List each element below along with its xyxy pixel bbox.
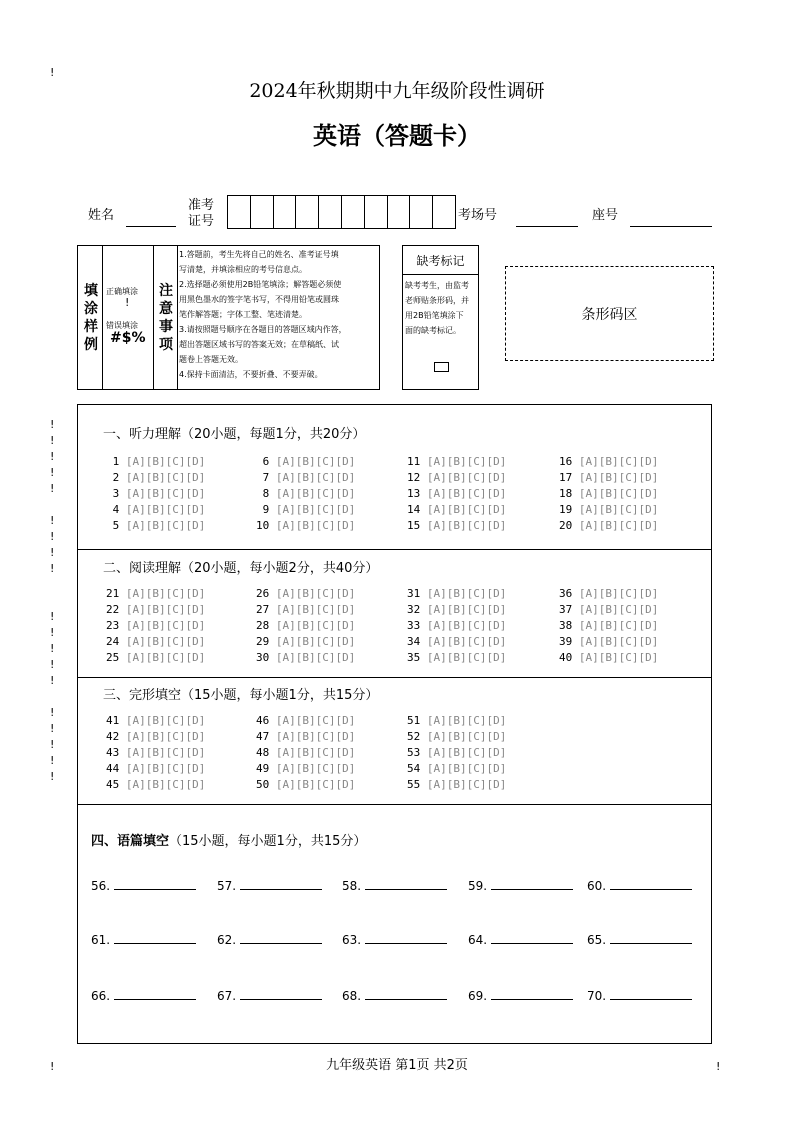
question-number: 25 <box>106 651 126 664</box>
question-row[interactable] <box>407 635 506 648</box>
question-row[interactable] <box>256 651 355 664</box>
exam-title: 2024年秋期期中九年级阶段性调研 <box>249 80 545 102</box>
answer-options[interactable]: [A][B][C][D] <box>426 603 507 616</box>
blank-number: 56. <box>91 879 111 893</box>
margin-mark: ! <box>50 546 55 559</box>
answer-options[interactable]: [A][B][C][D] <box>578 519 659 532</box>
answer-options[interactable]: [A][B][C][D] <box>426 714 507 727</box>
question-number: 26 <box>256 587 276 600</box>
answer-options[interactable]: [A][B][C][D] <box>275 503 356 516</box>
question-row[interactable] <box>256 603 355 616</box>
answer-options[interactable]: [A][B][C][D] <box>426 455 507 468</box>
absent-title: 缺考标记 <box>416 254 465 268</box>
margin-mark: ! <box>50 1060 55 1073</box>
answer-options[interactable]: [A][B][C][D] <box>275 635 356 648</box>
name-field[interactable] <box>126 226 176 227</box>
fill-blank-item[interactable] <box>217 931 322 947</box>
question-row[interactable] <box>106 635 205 648</box>
question-row[interactable] <box>407 503 506 516</box>
question-number: 38 <box>559 619 579 632</box>
instructions-box <box>77 245 380 390</box>
wrong-fill-mark: #$% <box>110 330 146 346</box>
fill-blank-item[interactable] <box>587 877 692 893</box>
answer-options[interactable]: [A][B][C][D] <box>125 603 206 616</box>
blank-number: 65. <box>587 933 607 947</box>
answer-blank[interactable] <box>365 987 447 1000</box>
question-row[interactable] <box>559 587 658 600</box>
margin-mark: ! <box>50 434 55 447</box>
question-number: 24 <box>106 635 126 648</box>
question-row[interactable] <box>106 487 205 500</box>
question-number: 3 <box>106 487 126 500</box>
answer-options[interactable]: [A][B][C][D] <box>125 778 206 791</box>
question-row[interactable] <box>407 471 506 484</box>
question-number: 18 <box>559 487 579 500</box>
answer-options[interactable]: [A][B][C][D] <box>426 746 507 759</box>
answer-options[interactable]: [A][B][C][D] <box>275 778 356 791</box>
ticket-digit-box[interactable] <box>388 196 411 228</box>
barcode-label: 条形码区 <box>581 306 638 323</box>
blank-number: 67. <box>217 989 237 1003</box>
question-row[interactable] <box>407 455 506 468</box>
question-row[interactable] <box>559 519 658 532</box>
fill-blank-item[interactable] <box>468 931 573 947</box>
divider <box>153 246 154 389</box>
answer-blank[interactable] <box>365 931 447 944</box>
blank-number: 66. <box>91 989 111 1003</box>
answer-blank[interactable] <box>610 987 692 1000</box>
question-number: 10 <box>256 519 276 532</box>
answer-options[interactable]: [A][B][C][D] <box>125 587 206 600</box>
question-number: 8 <box>256 487 276 500</box>
absent-checkbox[interactable] <box>434 362 449 372</box>
question-row[interactable] <box>256 778 355 791</box>
fill-blank-item[interactable] <box>91 877 196 893</box>
answer-options[interactable]: [A][B][C][D] <box>578 603 659 616</box>
fill-blank-item[interactable] <box>342 987 447 1003</box>
question-row[interactable] <box>407 619 506 632</box>
question-number: 28 <box>256 619 276 632</box>
question-number: 55 <box>407 778 427 791</box>
answer-options[interactable]: [A][B][C][D] <box>426 730 507 743</box>
question-number: 54 <box>407 762 427 775</box>
answer-options[interactable]: [A][B][C][D] <box>426 471 507 484</box>
fill-blank-item[interactable] <box>217 987 322 1003</box>
question-number: 17 <box>559 471 579 484</box>
answer-options[interactable]: [A][B][C][D] <box>125 730 206 743</box>
ticket-digit-box[interactable] <box>342 196 365 228</box>
answer-options[interactable]: [A][B][C][D] <box>578 619 659 632</box>
question-row[interactable] <box>106 619 205 632</box>
section-title: 三、完形填空（15小题，每小题1分，共15分） <box>103 688 379 703</box>
question-number: 32 <box>407 603 427 616</box>
question-row[interactable] <box>407 714 506 727</box>
question-row[interactable] <box>407 651 506 664</box>
question-number: 47 <box>256 730 276 743</box>
ticket-digit-box[interactable] <box>433 196 455 228</box>
question-row[interactable] <box>559 487 658 500</box>
question-number: 30 <box>256 651 276 664</box>
blank-number: 63. <box>342 933 362 947</box>
wrong-fill-label: 错误填涂 <box>106 321 138 330</box>
question-number: 14 <box>407 503 427 516</box>
question-row[interactable] <box>106 471 205 484</box>
margin-mark: ! <box>50 770 55 783</box>
question-row[interactable] <box>407 778 506 791</box>
margin-mark: ! <box>50 610 55 623</box>
question-row[interactable] <box>407 746 506 759</box>
answer-options[interactable]: [A][B][C][D] <box>578 587 659 600</box>
question-row[interactable] <box>106 503 205 516</box>
answer-options[interactable]: [A][B][C][D] <box>426 619 507 632</box>
question-number: 35 <box>407 651 427 664</box>
question-row[interactable] <box>256 519 355 532</box>
question-number: 7 <box>256 471 276 484</box>
question-row[interactable] <box>106 778 205 791</box>
room-field[interactable] <box>516 226 578 227</box>
fill-example-label: 填 涂 样 例 <box>84 283 98 353</box>
fill-blank-item[interactable] <box>91 931 196 947</box>
margin-mark: ! <box>50 530 55 543</box>
question-row[interactable] <box>559 603 658 616</box>
page-footer: 九年级英语 第1页 共2页 <box>326 1058 468 1073</box>
ticket-digit-box[interactable] <box>319 196 342 228</box>
question-row[interactable] <box>106 714 205 727</box>
answer-area <box>77 404 712 1044</box>
ticket-digit-box[interactable] <box>365 196 388 228</box>
question-row[interactable] <box>407 519 506 532</box>
margin-mark: ! <box>50 738 55 751</box>
answer-options[interactable]: [A][B][C][D] <box>125 471 206 484</box>
question-number: 19 <box>559 503 579 516</box>
answer-options[interactable]: [A][B][C][D] <box>125 503 206 516</box>
answer-blank[interactable] <box>240 877 322 890</box>
answer-options[interactable]: [A][B][C][D] <box>275 603 356 616</box>
answer-options[interactable]: [A][B][C][D] <box>578 487 659 500</box>
answer-options[interactable]: [A][B][C][D] <box>426 487 507 500</box>
margin-mark: ! <box>50 450 55 463</box>
question-number: 2 <box>106 471 126 484</box>
question-row[interactable] <box>256 746 355 759</box>
ticket-label-2: 证号 <box>188 214 215 229</box>
question-number: 15 <box>407 519 427 532</box>
section-title: 四、语篇填空（15小题，每小题1分，共15分） <box>91 834 367 849</box>
answer-options[interactable]: [A][B][C][D] <box>578 503 659 516</box>
barcode-area <box>505 266 714 361</box>
question-number: 12 <box>407 471 427 484</box>
divider <box>102 246 103 389</box>
question-row[interactable] <box>256 730 355 743</box>
question-number: 27 <box>256 603 276 616</box>
question-row[interactable] <box>256 635 355 648</box>
blank-number: 64. <box>468 933 488 947</box>
question-row[interactable] <box>407 730 506 743</box>
divider <box>177 246 178 389</box>
answer-options[interactable]: [A][B][C][D] <box>275 471 356 484</box>
question-number: 40 <box>559 651 579 664</box>
question-row[interactable] <box>256 762 355 775</box>
question-number: 49 <box>256 762 276 775</box>
answer-blank[interactable] <box>610 931 692 944</box>
question-number: 44 <box>106 762 126 775</box>
section-listening <box>78 405 711 550</box>
answer-blank[interactable] <box>240 931 322 944</box>
ticket-number-boxes[interactable] <box>227 195 456 229</box>
blank-number: 59. <box>468 879 488 893</box>
question-number: 33 <box>407 619 427 632</box>
answer-options[interactable]: [A][B][C][D] <box>125 619 206 632</box>
blank-number: 61. <box>91 933 111 947</box>
question-row[interactable] <box>559 635 658 648</box>
question-row[interactable] <box>407 603 506 616</box>
question-row[interactable] <box>106 651 205 664</box>
answer-blank[interactable] <box>491 931 573 944</box>
question-number: 6 <box>256 455 276 468</box>
section-title: 一、听力理解（20小题，每题1分，共20分） <box>103 427 366 442</box>
blank-number: 60. <box>587 879 607 893</box>
question-number: 46 <box>256 714 276 727</box>
answer-options[interactable]: [A][B][C][D] <box>275 587 356 600</box>
question-number: 43 <box>106 746 126 759</box>
question-number: 37 <box>559 603 579 616</box>
question-row[interactable] <box>256 714 355 727</box>
absent-mark-box <box>402 245 479 390</box>
answer-options[interactable]: [A][B][C][D] <box>125 635 206 648</box>
margin-mark: ! <box>50 482 55 495</box>
question-row[interactable] <box>106 730 205 743</box>
section-reading <box>78 549 711 678</box>
notes-label: 注 意 事 项 <box>159 283 173 353</box>
answer-options[interactable]: [A][B][C][D] <box>578 455 659 468</box>
answer-blank[interactable] <box>491 987 573 1000</box>
question-number: 51 <box>407 714 427 727</box>
answer-options[interactable]: [A][B][C][D] <box>426 503 507 516</box>
answer-options[interactable]: [A][B][C][D] <box>578 471 659 484</box>
question-number: 1 <box>106 455 126 468</box>
answer-options[interactable]: [A][B][C][D] <box>426 519 507 532</box>
question-number: 34 <box>407 635 427 648</box>
question-row[interactable] <box>106 587 205 600</box>
margin-mark: ! <box>50 706 55 719</box>
question-row[interactable] <box>256 619 355 632</box>
question-number: 16 <box>559 455 579 468</box>
question-row[interactable] <box>407 487 506 500</box>
question-number: 4 <box>106 503 126 516</box>
answer-options[interactable]: [A][B][C][D] <box>275 746 356 759</box>
question-number: 45 <box>106 778 126 791</box>
question-row[interactable] <box>106 519 205 532</box>
answer-options[interactable]: [A][B][C][D] <box>426 778 507 791</box>
ticket-label-1: 准考 <box>188 198 215 213</box>
question-number: 29 <box>256 635 276 648</box>
answer-options[interactable]: [A][B][C][D] <box>275 651 356 664</box>
question-number: 13 <box>407 487 427 500</box>
question-row[interactable] <box>256 471 355 484</box>
answer-options[interactable]: [A][B][C][D] <box>275 762 356 775</box>
margin-mark: ! <box>50 514 55 527</box>
answer-blank[interactable] <box>610 877 692 890</box>
question-row[interactable] <box>256 587 355 600</box>
answer-options[interactable]: [A][B][C][D] <box>125 746 206 759</box>
question-row[interactable] <box>559 471 658 484</box>
question-row[interactable] <box>559 455 658 468</box>
ticket-digit-box[interactable] <box>274 196 297 228</box>
blank-number: 68. <box>342 989 362 1003</box>
question-row[interactable] <box>106 746 205 759</box>
correct-fill-mark: ! <box>125 296 130 309</box>
notes-text: 1.答题前，考生先将自己的姓名、准考证号填 写清楚，并填涂相应的考号信息点。 2.选择题必须使用2B铅笔填涂；解答题必须使 用黑色墨水的签字笔书写，不得用铅笔或圆珠 笔作解答题；字体工整、笔迹清楚。 3.请按照题号顺序在各题目的答题区域内作答， 超出答题区域书写的答案无效；在草稿纸、试 题卷上答题无效。 4.保持卡面清洁，不要折叠、不要弄破。 <box>179 250 347 379</box>
seat-label: 座号 <box>592 208 619 223</box>
answer-blank[interactable] <box>114 987 196 1000</box>
question-row[interactable] <box>256 503 355 516</box>
room-label: 考场号 <box>458 208 498 223</box>
question-row[interactable] <box>106 455 205 468</box>
question-number: 42 <box>106 730 126 743</box>
question-number: 41 <box>106 714 126 727</box>
answer-options[interactable]: [A][B][C][D] <box>275 519 356 532</box>
margin-mark: ! <box>50 66 55 79</box>
ticket-digit-box[interactable] <box>228 196 251 228</box>
margin-mark: ! <box>50 642 55 655</box>
answer-options[interactable]: [A][B][C][D] <box>275 455 356 468</box>
fill-blank-item[interactable] <box>468 877 573 893</box>
fill-blank-item[interactable] <box>468 987 573 1003</box>
answer-options[interactable]: [A][B][C][D] <box>125 762 206 775</box>
answer-options[interactable]: [A][B][C][D] <box>275 487 356 500</box>
section-title: 二、阅读理解（20小题，每小题2分，共40分） <box>103 561 379 576</box>
question-number: 23 <box>106 619 126 632</box>
question-number: 21 <box>106 587 126 600</box>
question-row[interactable] <box>256 487 355 500</box>
question-row[interactable] <box>559 651 658 664</box>
question-row[interactable] <box>559 503 658 516</box>
margin-mark: ! <box>50 562 55 575</box>
absent-instructions: 缺考考生，由监考 老师贴条形码，并 用2B铅笔填涂下 面的缺考标记。 <box>405 281 469 335</box>
fill-blank-item[interactable] <box>342 877 447 893</box>
margin-mark: ! <box>50 658 55 671</box>
answer-card-title: 英语（答题卡） <box>313 121 481 150</box>
answer-options[interactable]: [A][B][C][D] <box>275 714 356 727</box>
fill-blank-item[interactable] <box>91 987 196 1003</box>
ticket-digit-box[interactable] <box>296 196 319 228</box>
answer-blank[interactable] <box>114 931 196 944</box>
question-number: 48 <box>256 746 276 759</box>
question-number: 11 <box>407 455 427 468</box>
blank-number: 57. <box>217 879 237 893</box>
answer-blank[interactable] <box>240 987 322 1000</box>
answer-options[interactable]: [A][B][C][D] <box>125 714 206 727</box>
answer-options[interactable]: [A][B][C][D] <box>578 635 659 648</box>
question-row[interactable] <box>106 603 205 616</box>
blank-number: 62. <box>217 933 237 947</box>
margin-mark: ! <box>50 674 55 687</box>
margin-mark: ! <box>50 754 55 767</box>
blank-number: 58. <box>342 879 362 893</box>
answer-blank[interactable] <box>114 877 196 890</box>
question-number: 22 <box>106 603 126 616</box>
answer-options[interactable]: [A][B][C][D] <box>426 635 507 648</box>
section-fill-blank <box>78 805 711 1043</box>
question-number: 5 <box>106 519 126 532</box>
fill-blank-item[interactable] <box>217 877 322 893</box>
answer-blank[interactable] <box>365 877 447 890</box>
ticket-digit-box[interactable] <box>410 196 433 228</box>
question-row[interactable] <box>106 762 205 775</box>
answer-options[interactable]: [A][B][C][D] <box>426 587 507 600</box>
name-label: 姓名 <box>88 208 115 223</box>
divider <box>403 274 478 275</box>
question-number: 39 <box>559 635 579 648</box>
answer-options[interactable]: [A][B][C][D] <box>125 519 206 532</box>
answer-options[interactable]: [A][B][C][D] <box>426 762 507 775</box>
answer-options[interactable]: [A][B][C][D] <box>426 651 507 664</box>
question-row[interactable] <box>256 455 355 468</box>
answer-options[interactable]: [A][B][C][D] <box>275 619 356 632</box>
question-row[interactable] <box>407 762 506 775</box>
question-number: 53 <box>407 746 427 759</box>
answer-options[interactable]: [A][B][C][D] <box>125 651 206 664</box>
answer-options[interactable]: [A][B][C][D] <box>125 487 206 500</box>
question-number: 20 <box>559 519 579 532</box>
question-row[interactable] <box>559 619 658 632</box>
fill-blank-item[interactable] <box>342 931 447 947</box>
blank-number: 69. <box>468 989 488 1003</box>
answer-options[interactable]: [A][B][C][D] <box>578 651 659 664</box>
section-cloze <box>78 677 711 805</box>
correct-fill-label: 正确填涂 <box>106 287 138 296</box>
fill-blank-item[interactable] <box>587 931 692 947</box>
answer-options[interactable]: [A][B][C][D] <box>275 730 356 743</box>
question-number: 31 <box>407 587 427 600</box>
question-number: 52 <box>407 730 427 743</box>
blank-number: 70. <box>587 989 607 1003</box>
margin-mark: ! <box>716 1060 721 1073</box>
question-number: 9 <box>256 503 276 516</box>
question-number: 50 <box>256 778 276 791</box>
answer-options[interactable]: [A][B][C][D] <box>125 455 206 468</box>
seat-field[interactable] <box>630 226 712 227</box>
margin-mark: ! <box>50 722 55 735</box>
fill-blank-item[interactable] <box>587 987 692 1003</box>
ticket-digit-box[interactable] <box>251 196 274 228</box>
margin-mark: ! <box>50 626 55 639</box>
question-row[interactable] <box>407 587 506 600</box>
answer-blank[interactable] <box>491 877 573 890</box>
margin-mark: ! <box>50 466 55 479</box>
margin-mark: ! <box>50 418 55 431</box>
question-number: 36 <box>559 587 579 600</box>
